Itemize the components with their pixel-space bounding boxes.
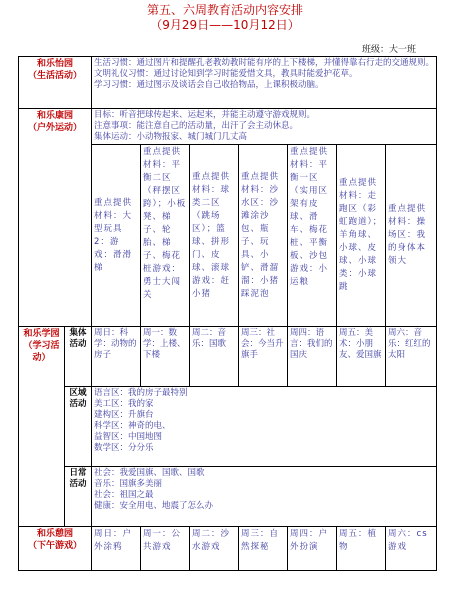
study-daily-row — [19, 467, 437, 527]
group-day-cell: 周二：音乐：国歌 — [190, 327, 239, 387]
page-title: 第五、六周教育活动内容安排 — [146, 3, 303, 17]
sports-day-cell: 重点提供材料：平衡二区（秤摆区跨）；小板凳、梯子、轮胎、梯子、梅花桩游戏：勇士大闯关 — [141, 145, 190, 327]
area-line: 数学区：分分乐 — [94, 443, 154, 453]
sports-goal-line: 集体运动：小动物报家、城门城门几丈高 — [94, 132, 248, 142]
group-day-cell: 周四：语言：我们的国庆 — [288, 327, 337, 387]
daily-activity-label: 日常活动 — [65, 467, 92, 527]
daily-line: 音乐：国旗多美丽 — [94, 479, 163, 489]
sports-day-cell: 重点提供材料：操场区：我的身体本领大 — [386, 145, 437, 327]
area-line: 益智区：中国地图 — [94, 432, 163, 442]
sports-day-cell: 重点提供材料：球类二区（跳场区）；篮球、拼形门、皮球、滚球游戏：赶小猪 — [190, 145, 239, 327]
group-day-cell: 周五：美术：小朋友、爱国旗 — [337, 327, 386, 387]
group-day-cell: 周一：数学：上楼、下楼 — [141, 327, 190, 387]
sports-day-cell: 重点提供材料：走跑区（彩虹跑道）；羊角球、小球、皮球、小球类：小球跳 — [337, 145, 386, 327]
area-line: 科学区：神奇的电、 — [94, 421, 171, 431]
study-group-row — [19, 327, 437, 387]
daily-content — [92, 467, 437, 527]
sports-day-cell: 重点提供材料：沙水区：沙滩涂沙包、瓶子、玩具、小铲、滑溜溜：小猪踩泥泡 — [239, 145, 288, 327]
area-line: 建构区：升旗台 — [94, 410, 154, 420]
daily-line: 社会：祖国之最 — [94, 490, 154, 500]
sports-day-cell: 重点提供材料：平衡一区（实用区架有皮球、滑车、梅花桩、平衡板、沙包游戏：小运粮 — [288, 145, 337, 327]
group-activity-label: 集体活动 — [65, 327, 92, 387]
sports-goal-line: 注意事项：能注意自己的活动量，出汗了会主动休息。 — [94, 121, 299, 131]
sports-day-cell: 重点提供材料：大型玩具2：游戏：滑滑梯 — [92, 145, 141, 327]
sports-top-row — [19, 109, 437, 145]
care-label: 和乐怡园 （生活活动） — [19, 57, 92, 109]
daily-line: 社会：我爱国旗、国歌、国歌 — [94, 468, 205, 478]
class-label: 班级：大一班 — [361, 45, 416, 55]
sports-label: 和乐康园 （户外运动） — [19, 109, 92, 327]
study-area-row — [19, 387, 437, 467]
page-subtitle: （9月29日——10月12日） — [150, 18, 300, 32]
area-line: 语言区：我的房子最特别 — [94, 388, 188, 398]
schedule-table — [18, 56, 437, 571]
area-content — [92, 387, 437, 467]
afternoon-day-cell: 周四：户外扮演 — [288, 527, 337, 571]
daily-line: 健康：安全用电、地震了怎么办 — [94, 501, 214, 511]
study-label: 和乐学园 （学习活动） — [19, 327, 65, 527]
afternoon-day-cell: 周三：自然探秘 — [239, 527, 288, 571]
area-line: 美工区：我的家 — [94, 399, 154, 409]
care-row — [19, 57, 437, 109]
afternoon-row — [19, 527, 437, 571]
group-day-cell: 周三：社会：今当升旗手 — [239, 327, 288, 387]
afternoon-day-cell: 周六：cs游戏 — [386, 527, 437, 571]
care-line: 学习习惯：通过图示及谈话会自己收拾物品，上课积极动脑。 — [94, 80, 324, 90]
afternoon-day-cell: 周五：植物 — [337, 527, 386, 571]
area-activity-label: 区域活动 — [65, 387, 92, 467]
afternoon-day-cell: 周日：户外涂鸦 — [92, 527, 141, 571]
group-day-cell: 周六：音乐：红红的太阳 — [386, 327, 437, 387]
care-line: 生活习惯：通过图片和提醒孔老教幼教时能有序的上下楼梯，并懂得靠右行走的交通规则。 — [94, 58, 435, 68]
group-day-cell: 周日：科学：动物的房子 — [92, 327, 141, 387]
care-line: 文明礼仪习惯：通过讨论知到学习时能爱惜文具，教具时能爱护花草。 — [94, 69, 358, 79]
sports-goal-line: 目标：听音把球传起来、运起来，并能主动遵守游戏规则。 — [94, 110, 316, 120]
afternoon-label: 和乐憩园 （下午游戏） — [19, 527, 92, 571]
afternoon-day-cell: 周二：沙水游戏 — [190, 527, 239, 571]
sports-goals — [92, 109, 437, 145]
afternoon-day-cell: 周一：公共游戏 — [141, 527, 190, 571]
care-content — [92, 57, 437, 109]
